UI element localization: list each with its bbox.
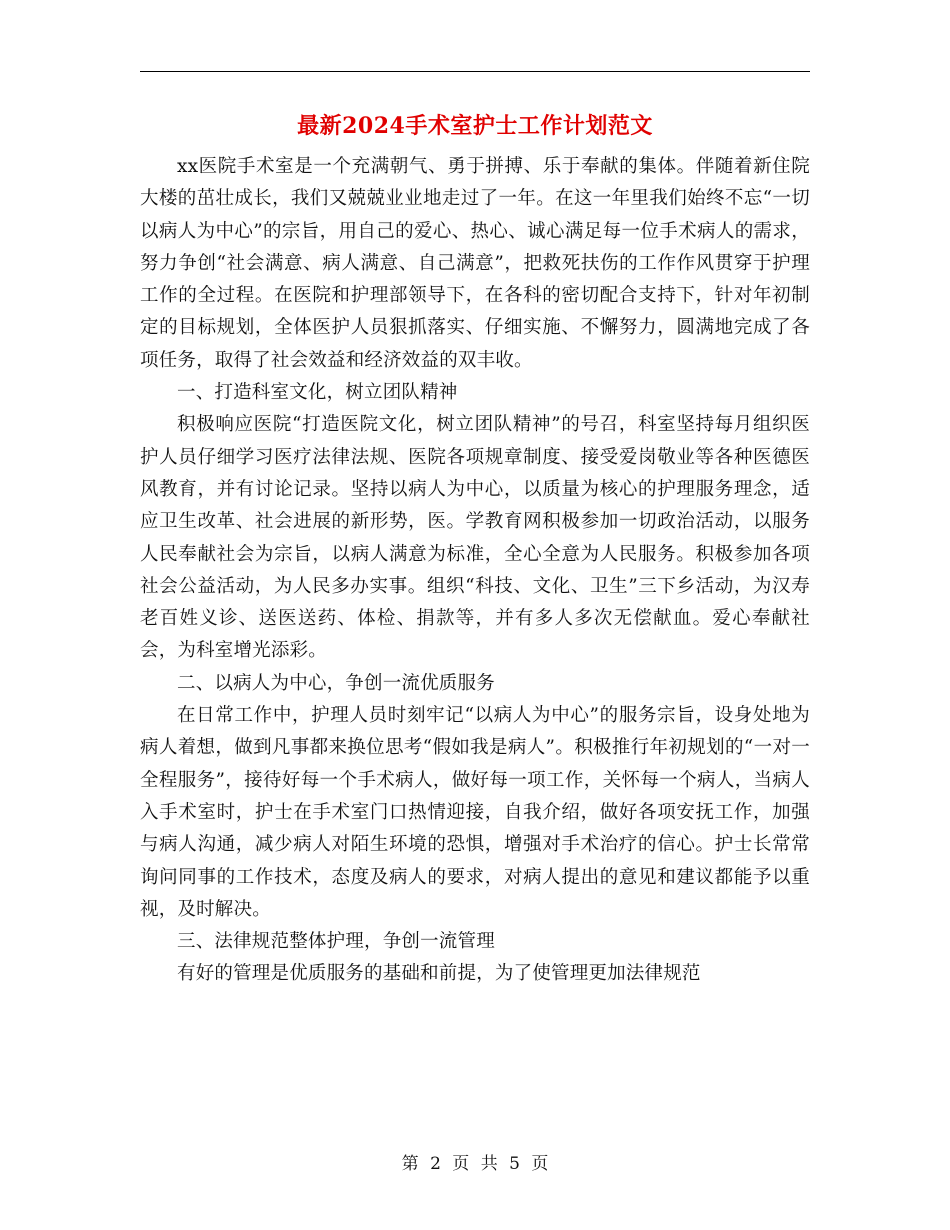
paragraph-section-1: 积极响应医院“打造医院文化，树立团队精神”的号召，科室坚持每月组织医护人员仔细学习医疗法律法规、医院各项规章制度、接受爱岗敬业等各种医德医风教育，并有讨论记录。坚持以病人为中心，以质量为核心的护理服务理念，适应卫生改革、社会进展的新形势，医。学教育网积极参加一切政治活动，以服务人民奉献社会为宗旨，以病人满意为标准，全心全意为人民服务。积极参加各项社会公益活动，为人民多办实事。组织“科技、文化、卫生”三下乡活动，为汉寿老百姓义诊、送医送药、体检、捐款等，并有多人多次无偿献血。爱心奉献社会，为科室增光添彩。 [140,414,810,662]
document-title: 最新2024手术室护士工作计划范文 [297,113,653,139]
section-heading-3: 三、法律规范整体护理，争创一流管理 [177,931,495,953]
section-heading-2: 二、以病人为中心，争创一流优质服务 [177,672,495,694]
document-body [140,151,810,991]
header-rule [140,71,810,72]
page-number-footer: 第 2 页 共 5 页 [401,1154,549,1174]
section-heading-1: 一、打造科室文化，树立团队精神 [177,382,458,404]
paragraph-section-3: 有好的管理是优质服务的基础和前提，为了使管理更加法律规范 [177,963,701,985]
paragraph-intro: xx医院手术室是一个充满朝气、勇于拼搏、乐于奉献的集体。伴随着新住院大楼的茁壮成长，我们又兢兢业业地走过了一年。在这一年里我们始终不忘“一切以病人为中心”的宗旨，用自己的爱心、热心、诚心满足每一位手术病人的需求，努力争创“社会满意、病人满意、自己满意”，把救死扶伤的工作作风贯穿于护理工作的全过程。在医院和护理部领导下，在各科的密切配合支持下，针对年初制定的目标规划，全体医护人员狠抓落实、仔细实施、不懈努力，圆满地完成了各项任务，取得了社会效益和经济效益的双丰收。 [140,156,810,371]
paragraph-section-2: 在日常工作中，护理人员时刻牢记“以病人为中心”的服务宗旨，设身处地为病人着想，做到凡事都来换位思考“假如我是病人”。积极推行年初规划的“一对一全程服务”，接待好每一个手术病人，做好每一项工作，关怀每一个病人，当病人入手术室时，护士在手术室门口热情迎接，自我介绍，做好各项安抚工作，加强与病人沟通，减少病人对陌生环境的恐惧，增强对手术治疗的信心。护士长常常询问同事的工作技术，态度及病人的要求，对病人提出的意见和建议都能予以重视，及时解决。 [140,705,810,920]
